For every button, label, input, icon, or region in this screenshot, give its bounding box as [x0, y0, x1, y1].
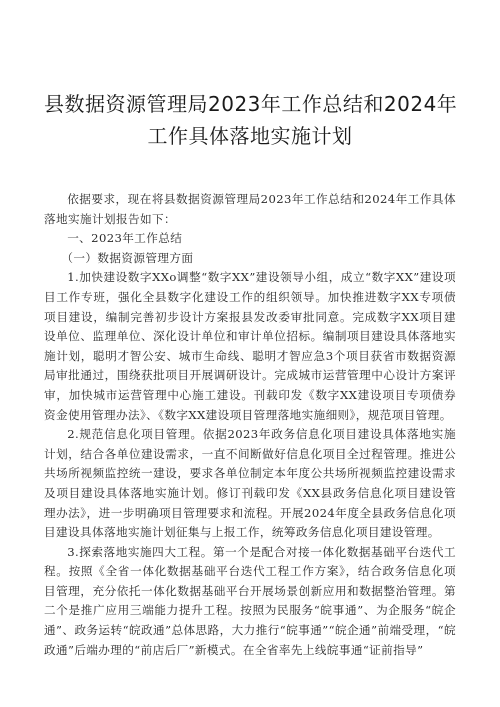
title-line-2: 工作具体落地实施计划 [147, 124, 353, 148]
paragraph-item-2: 2.规范信息化项目管理。依据2023年政务信息化项目建设具体落地实施计划，结合各单位建设需求，一直不间断做好信息化项目全过程管理。推进公共场所视频监控统一建设，要求各单位制定本年度公共场所视频监控建设需求及项目建设具体落地实施计划。修订刊载印发《XX县政务信息化项目建设管理办法》，进一步明确项目管理要求和流程。开展2024年度全县政务信息化项目建设具体落地实施计划征集与上报工作，统筹政务信息化项目建设管理。 [44, 427, 456, 540]
section-heading: 一、2023年工作总结 [67, 231, 183, 246]
paragraph-item-3: 3.探索落地实施四大工程。第一个是配合对接一体化数据基础平台迭代工程。按照《全省一体化数据基础平台迭代工程工作方案》，结合政务信息化项目管理，充分依托一体化数据基础平台开展场景创新应用和数据整治管理。第二个是推广应用三端能力提升工程。按照为民服务“皖事通”、为企服务“皖企通”、政务运转“皖政通”总体思路，大力推行“皖事通”“皖企通”前端受理，“皖政通”后端办理的“前店后厂”新模式。在全省率先上线皖事通“证前指导” [44, 544, 456, 657]
document-body [44, 190, 456, 660]
paragraph-item-1: 1.加快建设数字XXo调整“数字XX”建设领导小组，成立“数字XX”建设项目工作专班，强化全县数字化建设工作的组织领导。加快推进数字XX专项债项目建设，编制完善初步设计方案报县发改委审批同意。完成数字XX项目建设单位、监理单位、深化设计单位和审计单位招标。编制项目建设具体落地实施计划，聪明才智公安、城市生命线、聪明才智应急3个项目获省市数据资源局审批通过，围绕获批项目开展调研设计。完成城市运营管理中心设计方案评审，加快城市运营管理中心施工建设。刊载印发《数字XX建设项目专项债券资金使用管理办法》、《数字XX建设项目管理落地实施细则》，规范项目管理。 [44, 270, 456, 422]
intro-paragraph: 依据要求，现在将县数据资源管理局2023年工作总结和2024年工作具体落地实施计划报告如下： [44, 192, 456, 226]
subsection-heading: （一）数据资源管理方面 [61, 250, 194, 265]
title-line-1: 县数据资源管理局2023年工作总结和2024年 [44, 92, 458, 116]
document-title [44, 88, 456, 152]
